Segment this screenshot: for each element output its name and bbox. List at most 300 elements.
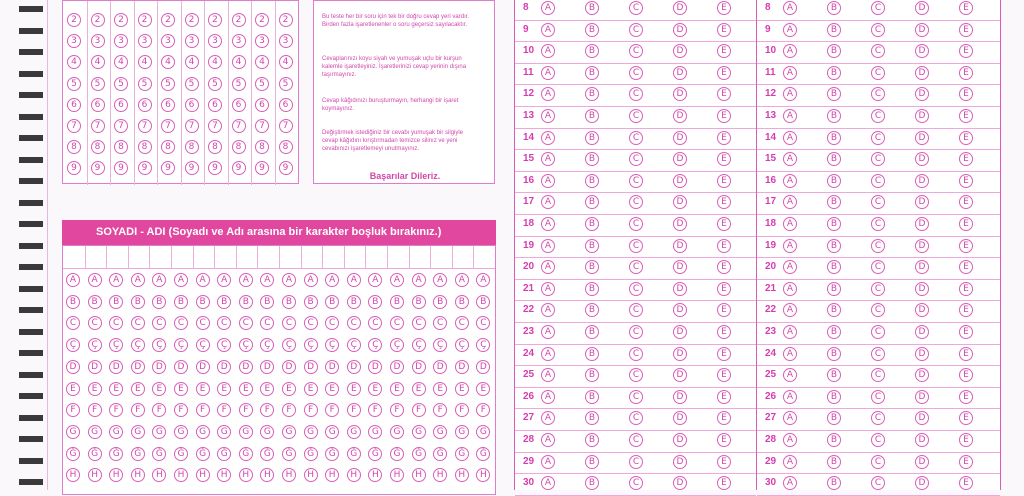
answer-bubble[interactable]: C [629,23,643,37]
answer-bubble[interactable]: B [585,174,599,188]
answer-bubble[interactable]: C [629,66,643,80]
letter-bubble[interactable]: E [196,382,210,396]
digit-bubble[interactable]: 3 [185,34,199,48]
answer-bubble[interactable]: D [673,303,687,317]
answer-bubble[interactable]: E [959,66,973,80]
answer-bubble[interactable]: A [783,368,797,382]
answer-bubble[interactable]: C [629,325,643,339]
answer-bubble[interactable]: A [541,195,555,209]
answer-bubble[interactable]: B [585,23,599,37]
letter-bubble[interactable]: F [260,403,274,417]
answer-bubble[interactable]: E [717,195,731,209]
digit-bubble[interactable]: 4 [255,55,269,69]
answer-bubble[interactable]: A [541,390,555,404]
answer-bubble[interactable]: A [541,303,555,317]
answer-bubble[interactable]: D [915,455,929,469]
letter-bubble[interactable]: B [304,295,318,309]
answer-bubble[interactable]: E [959,282,973,296]
letter-bubble[interactable]: H [325,468,339,482]
answer-bubble[interactable]: B [585,433,599,447]
letter-bubble[interactable]: E [390,382,404,396]
answer-bubble[interactable]: B [585,66,599,80]
letter-bubble[interactable]: A [282,273,296,287]
digit-bubble[interactable]: 9 [161,161,175,175]
answer-bubble[interactable]: E [959,195,973,209]
letter-bubble[interactable]: F [196,403,210,417]
answer-bubble[interactable]: B [827,239,841,253]
answer-bubble[interactable]: A [541,44,555,58]
letter-bubble[interactable]: B [109,295,123,309]
letter-bubble[interactable]: D [368,360,382,374]
letter-bubble[interactable]: A [109,273,123,287]
digit-bubble[interactable]: 5 [114,77,128,91]
answer-bubble[interactable]: A [783,109,797,123]
letter-bubble[interactable]: Ğ [455,447,469,461]
letter-bubble[interactable]: Ç [174,338,188,352]
digit-bubble[interactable]: 5 [67,77,81,91]
answer-bubble[interactable]: E [717,23,731,37]
digit-bubble[interactable]: 5 [91,77,105,91]
letter-bubble[interactable]: Ğ [174,447,188,461]
letter-bubble[interactable]: H [455,468,469,482]
answer-bubble[interactable]: D [915,87,929,101]
letter-bubble[interactable]: F [476,403,490,417]
answer-bubble[interactable]: B [827,66,841,80]
letter-bubble[interactable]: G [433,425,447,439]
letter-bubble[interactable]: B [347,295,361,309]
answer-bubble[interactable]: D [915,66,929,80]
answer-bubble[interactable]: A [541,347,555,361]
letter-bubble[interactable]: Ğ [109,447,123,461]
letter-bubble[interactable]: H [433,468,447,482]
letter-bubble[interactable]: F [88,403,102,417]
answer-bubble[interactable]: E [959,433,973,447]
answer-bubble[interactable]: B [585,455,599,469]
letter-bubble[interactable]: A [88,273,102,287]
letter-bubble[interactable]: B [476,295,490,309]
letter-bubble[interactable]: Ğ [412,447,426,461]
answer-bubble[interactable]: E [959,87,973,101]
letter-bubble[interactable]: E [239,382,253,396]
letter-bubble[interactable]: Ğ [131,447,145,461]
digit-bubble[interactable]: 6 [185,98,199,112]
digit-bubble[interactable]: 3 [138,34,152,48]
digit-bubble[interactable]: 3 [279,34,293,48]
digit-bubble[interactable]: 3 [232,34,246,48]
answer-bubble[interactable]: E [717,217,731,231]
digit-bubble[interactable]: 3 [161,34,175,48]
letter-bubble[interactable]: C [412,316,426,330]
answer-bubble[interactable]: A [541,411,555,425]
letter-bubble[interactable]: E [282,382,296,396]
answer-bubble[interactable]: A [541,239,555,253]
answer-bubble[interactable]: B [585,152,599,166]
letter-bubble[interactable]: D [152,360,166,374]
letter-bubble[interactable]: B [131,295,145,309]
answer-bubble[interactable]: A [541,325,555,339]
digit-bubble[interactable]: 7 [114,119,128,133]
answer-bubble[interactable]: B [827,44,841,58]
answer-bubble[interactable]: D [673,44,687,58]
answer-bubble[interactable]: D [673,66,687,80]
answer-bubble[interactable]: E [717,303,731,317]
letter-bubble[interactable]: D [304,360,318,374]
letter-bubble[interactable]: Ğ [88,447,102,461]
letter-bubble[interactable]: D [217,360,231,374]
answer-bubble[interactable]: B [585,411,599,425]
letter-bubble[interactable]: F [152,403,166,417]
digit-bubble[interactable]: 8 [67,140,81,154]
letter-bubble[interactable]: Ç [66,338,80,352]
answer-bubble[interactable]: C [871,411,885,425]
answer-bubble[interactable]: D [673,476,687,490]
answer-bubble[interactable]: C [629,282,643,296]
answer-bubble[interactable]: C [871,66,885,80]
letter-bubble[interactable]: G [412,425,426,439]
letter-bubble[interactable]: E [131,382,145,396]
letter-bubble[interactable]: Ğ [390,447,404,461]
answer-bubble[interactable]: B [827,282,841,296]
answer-bubble[interactable]: D [673,131,687,145]
answer-bubble[interactable]: E [959,44,973,58]
answer-bubble[interactable]: C [871,152,885,166]
digit-bubble[interactable]: 7 [232,119,246,133]
digit-bubble[interactable]: 6 [161,98,175,112]
letter-bubble[interactable]: D [476,360,490,374]
letter-bubble[interactable]: A [412,273,426,287]
answer-bubble[interactable]: C [871,260,885,274]
answer-bubble[interactable]: A [783,152,797,166]
digit-bubble[interactable]: 4 [232,55,246,69]
answer-bubble[interactable]: A [541,87,555,101]
answer-bubble[interactable]: E [717,368,731,382]
answer-bubble[interactable]: C [871,1,885,15]
letter-bubble[interactable]: B [433,295,447,309]
answer-bubble[interactable]: C [629,476,643,490]
answer-bubble[interactable]: E [717,44,731,58]
letter-bubble[interactable]: Ç [433,338,447,352]
answer-bubble[interactable]: E [959,217,973,231]
answer-bubble[interactable]: B [585,109,599,123]
letter-bubble[interactable]: Ç [152,338,166,352]
letter-bubble[interactable]: H [88,468,102,482]
letter-bubble[interactable]: H [368,468,382,482]
letter-bubble[interactable]: C [196,316,210,330]
letter-bubble[interactable]: C [239,316,253,330]
letter-bubble[interactable]: Ğ [260,447,274,461]
answer-bubble[interactable]: C [871,44,885,58]
letter-bubble[interactable]: H [131,468,145,482]
letter-bubble[interactable]: A [66,273,80,287]
answer-bubble[interactable]: A [541,433,555,447]
answer-bubble[interactable]: B [585,239,599,253]
answer-bubble[interactable]: D [915,239,929,253]
letter-bubble[interactable]: B [152,295,166,309]
answer-bubble[interactable]: D [915,325,929,339]
letter-bubble[interactable]: E [347,382,361,396]
answer-bubble[interactable]: D [915,23,929,37]
answer-bubble[interactable]: B [827,411,841,425]
digit-bubble[interactable]: 7 [161,119,175,133]
answer-bubble[interactable]: A [541,23,555,37]
answer-bubble[interactable]: D [673,239,687,253]
letter-bubble[interactable]: G [109,425,123,439]
letter-bubble[interactable]: D [282,360,296,374]
answer-bubble[interactable]: E [717,239,731,253]
answer-bubble[interactable]: A [783,66,797,80]
digit-bubble[interactable]: 4 [91,55,105,69]
letter-bubble[interactable]: B [368,295,382,309]
letter-bubble[interactable]: C [304,316,318,330]
answer-bubble[interactable]: C [629,131,643,145]
answer-bubble[interactable]: E [717,66,731,80]
answer-bubble[interactable]: E [717,325,731,339]
letter-bubble[interactable]: H [304,468,318,482]
letter-bubble[interactable]: B [282,295,296,309]
digit-bubble[interactable]: 6 [255,98,269,112]
letter-bubble[interactable]: A [217,273,231,287]
letter-bubble[interactable]: F [304,403,318,417]
digit-bubble[interactable]: 5 [138,77,152,91]
answer-bubble[interactable]: C [629,239,643,253]
answer-bubble[interactable]: C [871,368,885,382]
letter-bubble[interactable]: F [109,403,123,417]
answer-bubble[interactable]: E [717,347,731,361]
answer-bubble[interactable]: B [585,44,599,58]
answer-bubble[interactable]: B [827,260,841,274]
answer-bubble[interactable]: E [959,174,973,188]
answer-bubble[interactable]: D [915,390,929,404]
digit-bubble[interactable]: 8 [279,140,293,154]
digit-bubble[interactable]: 9 [114,161,128,175]
letter-bubble[interactable]: D [88,360,102,374]
letter-bubble[interactable]: B [88,295,102,309]
letter-bubble[interactable]: H [476,468,490,482]
answer-bubble[interactable]: D [915,282,929,296]
answer-bubble[interactable]: A [541,476,555,490]
answer-bubble[interactable]: E [717,109,731,123]
answer-bubble[interactable]: B [827,325,841,339]
digit-bubble[interactable]: 8 [185,140,199,154]
answer-bubble[interactable]: B [827,174,841,188]
digit-bubble[interactable]: 3 [208,34,222,48]
answer-bubble[interactable]: E [959,1,973,15]
answer-bubble[interactable]: A [783,217,797,231]
letter-bubble[interactable]: D [412,360,426,374]
answer-bubble[interactable]: B [827,390,841,404]
answer-bubble[interactable]: A [541,152,555,166]
letter-bubble[interactable]: Ç [304,338,318,352]
letter-bubble[interactable]: Ç [260,338,274,352]
letter-bubble[interactable]: G [368,425,382,439]
letter-bubble[interactable]: G [174,425,188,439]
letter-bubble[interactable]: E [174,382,188,396]
digit-bubble[interactable]: 4 [185,55,199,69]
letter-bubble[interactable]: G [347,425,361,439]
answer-bubble[interactable]: E [717,152,731,166]
answer-bubble[interactable]: C [629,347,643,361]
letter-bubble[interactable]: E [325,382,339,396]
answer-bubble[interactable]: A [783,433,797,447]
letter-bubble[interactable]: Ğ [152,447,166,461]
letter-bubble[interactable]: A [239,273,253,287]
letter-bubble[interactable]: H [152,468,166,482]
letter-bubble[interactable]: C [325,316,339,330]
answer-bubble[interactable]: B [585,282,599,296]
answer-bubble[interactable]: C [871,174,885,188]
digit-bubble[interactable]: 5 [208,77,222,91]
answer-bubble[interactable]: A [783,303,797,317]
answer-bubble[interactable]: E [959,109,973,123]
letter-bubble[interactable]: G [88,425,102,439]
answer-bubble[interactable]: D [673,368,687,382]
letter-bubble[interactable]: F [433,403,447,417]
answer-bubble[interactable]: B [827,347,841,361]
letter-bubble[interactable]: G [282,425,296,439]
digit-bubble[interactable]: 9 [138,161,152,175]
answer-bubble[interactable]: C [629,174,643,188]
answer-bubble[interactable]: A [541,131,555,145]
answer-bubble[interactable]: E [959,455,973,469]
letter-bubble[interactable]: A [390,273,404,287]
answer-bubble[interactable]: D [915,433,929,447]
digit-bubble[interactable]: 8 [208,140,222,154]
digit-bubble[interactable]: 2 [279,13,293,27]
answer-bubble[interactable]: C [871,131,885,145]
answer-bubble[interactable]: B [827,303,841,317]
digit-bubble[interactable]: 8 [138,140,152,154]
letter-bubble[interactable]: A [304,273,318,287]
answer-bubble[interactable]: E [959,411,973,425]
answer-bubble[interactable]: E [717,1,731,15]
answer-bubble[interactable]: A [783,239,797,253]
answer-bubble[interactable]: E [717,87,731,101]
letter-bubble[interactable]: Ç [217,338,231,352]
answer-bubble[interactable]: D [673,282,687,296]
answer-bubble[interactable]: A [783,282,797,296]
letter-bubble[interactable]: Ğ [239,447,253,461]
letter-bubble[interactable]: C [390,316,404,330]
answer-bubble[interactable]: E [717,390,731,404]
digit-bubble[interactable]: 9 [67,161,81,175]
letter-bubble[interactable]: B [174,295,188,309]
answer-bubble[interactable]: D [673,347,687,361]
letter-bubble[interactable]: Ğ [347,447,361,461]
digit-bubble[interactable]: 7 [91,119,105,133]
answer-bubble[interactable]: E [717,174,731,188]
answer-bubble[interactable]: D [915,131,929,145]
letter-bubble[interactable]: F [217,403,231,417]
answer-bubble[interactable]: D [915,44,929,58]
answer-bubble[interactable]: B [827,368,841,382]
letter-bubble[interactable]: A [174,273,188,287]
letter-bubble[interactable]: G [152,425,166,439]
letter-bubble[interactable]: Ğ [476,447,490,461]
letter-bubble[interactable]: D [260,360,274,374]
answer-bubble[interactable]: D [673,195,687,209]
answer-bubble[interactable]: D [673,217,687,231]
answer-bubble[interactable]: D [673,433,687,447]
answer-bubble[interactable]: C [871,390,885,404]
answer-bubble[interactable]: C [871,195,885,209]
letter-bubble[interactable]: Ç [109,338,123,352]
answer-bubble[interactable]: A [541,260,555,274]
letter-bubble[interactable]: B [412,295,426,309]
answer-bubble[interactable]: A [541,282,555,296]
answer-bubble[interactable]: E [959,239,973,253]
answer-bubble[interactable]: A [541,455,555,469]
digit-bubble[interactable]: 2 [232,13,246,27]
answer-bubble[interactable]: A [541,109,555,123]
answer-bubble[interactable]: D [673,411,687,425]
answer-bubble[interactable]: D [915,368,929,382]
answer-bubble[interactable]: E [717,455,731,469]
answer-bubble[interactable]: C [629,1,643,15]
answer-bubble[interactable]: B [585,131,599,145]
letter-bubble[interactable]: A [368,273,382,287]
digit-bubble[interactable]: 6 [67,98,81,112]
answer-bubble[interactable]: B [827,476,841,490]
letter-bubble[interactable]: Ğ [368,447,382,461]
letter-bubble[interactable]: Ğ [66,447,80,461]
answer-bubble[interactable]: B [827,195,841,209]
letter-bubble[interactable]: F [131,403,145,417]
answer-bubble[interactable]: E [959,347,973,361]
digit-bubble[interactable]: 6 [232,98,246,112]
answer-bubble[interactable]: A [783,87,797,101]
letter-bubble[interactable]: Ğ [282,447,296,461]
letter-bubble[interactable]: E [217,382,231,396]
answer-bubble[interactable]: A [783,476,797,490]
answer-bubble[interactable]: D [915,174,929,188]
answer-bubble[interactable]: D [915,347,929,361]
answer-bubble[interactable]: B [585,476,599,490]
letter-bubble[interactable]: F [325,403,339,417]
letter-bubble[interactable]: F [66,403,80,417]
answer-bubble[interactable]: C [629,195,643,209]
letter-bubble[interactable]: D [325,360,339,374]
letter-bubble[interactable]: H [260,468,274,482]
letter-bubble[interactable]: C [433,316,447,330]
letter-bubble[interactable]: D [455,360,469,374]
letter-bubble[interactable]: G [66,425,80,439]
answer-bubble[interactable]: B [585,195,599,209]
answer-bubble[interactable]: E [959,390,973,404]
answer-bubble[interactable]: B [827,109,841,123]
answer-bubble[interactable]: D [915,476,929,490]
letter-bubble[interactable]: E [476,382,490,396]
digit-bubble[interactable]: 9 [255,161,269,175]
answer-bubble[interactable]: C [871,303,885,317]
answer-bubble[interactable]: D [915,109,929,123]
answer-bubble[interactable]: E [717,476,731,490]
letter-bubble[interactable]: Ç [196,338,210,352]
letter-bubble[interactable]: B [325,295,339,309]
answer-bubble[interactable]: C [871,433,885,447]
letter-bubble[interactable]: H [196,468,210,482]
answer-bubble[interactable]: B [827,131,841,145]
letter-bubble[interactable]: C [476,316,490,330]
digit-bubble[interactable]: 6 [208,98,222,112]
digit-bubble[interactable]: 9 [208,161,222,175]
letter-bubble[interactable]: Ç [131,338,145,352]
digit-bubble[interactable]: 5 [161,77,175,91]
answer-bubble[interactable]: D [915,411,929,425]
letter-bubble[interactable]: D [347,360,361,374]
letter-bubble[interactable]: Ğ [304,447,318,461]
answer-bubble[interactable]: A [783,131,797,145]
answer-bubble[interactable]: C [629,217,643,231]
